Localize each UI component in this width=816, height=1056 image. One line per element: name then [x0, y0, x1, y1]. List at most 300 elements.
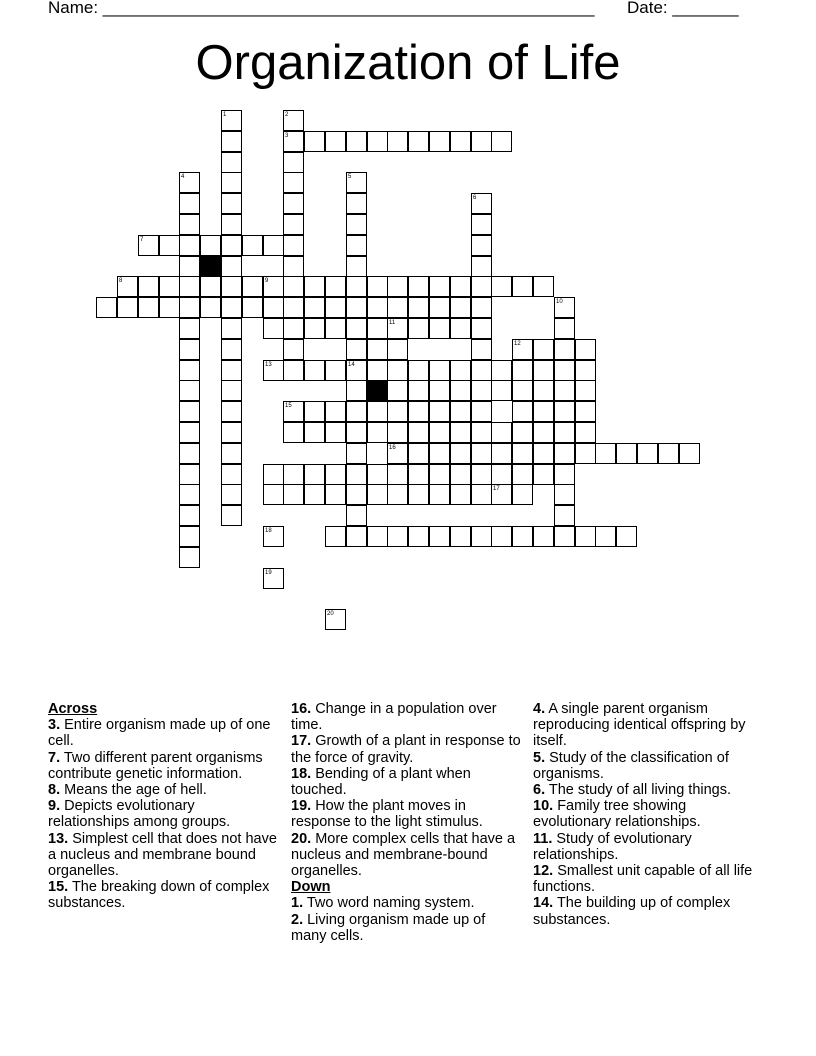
crossword-cell[interactable] [554, 422, 575, 443]
crossword-cell[interactable] [429, 318, 450, 339]
crossword-cell[interactable] [304, 401, 325, 422]
crossword-cell[interactable] [325, 360, 346, 381]
crossword-cell[interactable] [429, 360, 450, 381]
crossword-cell[interactable] [179, 401, 200, 422]
crossword-cell[interactable] [221, 464, 242, 485]
crossword-cell[interactable] [367, 131, 388, 152]
crossword-cell[interactable] [533, 360, 554, 381]
crossword-cell[interactable] [450, 484, 471, 505]
crossword-cell[interactable] [450, 526, 471, 547]
crossword-cell[interactable] [179, 193, 200, 214]
crossword-cell[interactable] [346, 360, 367, 381]
crossword-cell[interactable] [658, 443, 679, 464]
crossword-cell[interactable] [554, 443, 575, 464]
clue-number: 17 [493, 486, 500, 492]
crossword-cell[interactable] [346, 526, 367, 547]
crossword-cell[interactable] [221, 276, 242, 297]
crossword-cell[interactable] [179, 380, 200, 401]
crossword-cell[interactable] [325, 609, 346, 630]
crossword-cell[interactable] [429, 276, 450, 297]
crossword-cell[interactable] [325, 464, 346, 485]
crossword-cell[interactable] [304, 484, 325, 505]
clue-text: Two different parent organisms contribute genetic information. [48, 749, 263, 782]
crossword-cell[interactable] [471, 193, 492, 214]
crossword-cell[interactable] [387, 401, 408, 422]
crossword-cell[interactable] [179, 526, 200, 547]
crossword-cell[interactable] [304, 360, 325, 381]
crossword-cell[interactable] [346, 276, 367, 297]
crossword-cell[interactable] [263, 568, 284, 589]
crossword-cell[interactable] [117, 297, 138, 318]
crossword-cell[interactable] [491, 484, 512, 505]
crossword-cell[interactable] [471, 276, 492, 297]
crossword-cell[interactable] [221, 318, 242, 339]
crossword-cell[interactable] [533, 422, 554, 443]
crossword-cell[interactable] [346, 380, 367, 401]
crossword-cell[interactable] [533, 339, 554, 360]
crossword-cell[interactable] [325, 318, 346, 339]
crossword-cell[interactable] [283, 256, 304, 277]
crossword-cell[interactable] [221, 339, 242, 360]
crossword-cell[interactable] [221, 131, 242, 152]
clue-number-label: 4. [533, 701, 546, 717]
crossword-cell[interactable] [179, 235, 200, 256]
crossword-cell[interactable] [263, 276, 284, 297]
clue-number-label: 14. [533, 895, 554, 912]
crossword-cell[interactable] [408, 276, 429, 297]
clue-number: 4 [181, 174, 185, 180]
crossword-cell[interactable] [304, 297, 325, 318]
date-field-label: Date: _______ [627, 0, 739, 17]
crossword-cell[interactable] [221, 505, 242, 526]
crossword-cell[interactable] [471, 360, 492, 381]
clue-number: 8 [119, 278, 123, 284]
crossword-cell[interactable] [554, 297, 575, 318]
crossword-cell[interactable] [575, 401, 596, 422]
crossword-cell[interactable] [283, 110, 304, 131]
crossword-cell[interactable] [346, 214, 367, 235]
crossword-cell[interactable] [221, 484, 242, 505]
crossword-cell[interactable] [179, 464, 200, 485]
crossword-cell[interactable] [387, 422, 408, 443]
crossword-cell[interactable] [450, 422, 471, 443]
crossword-cell[interactable] [450, 401, 471, 422]
across-clue [291, 766, 523, 798]
crossword-cell[interactable] [263, 318, 284, 339]
crossword-cell[interactable] [471, 401, 492, 422]
crossword-cell[interactable] [200, 235, 221, 256]
across-clue [48, 798, 278, 830]
crossword-cell[interactable] [429, 297, 450, 318]
crossword-cell[interactable] [221, 422, 242, 443]
crossword-cell[interactable] [179, 505, 200, 526]
crossword-cell[interactable] [242, 276, 263, 297]
crossword-cell[interactable] [450, 276, 471, 297]
crossword-cell[interactable] [367, 297, 388, 318]
crossword-cell[interactable] [512, 276, 533, 297]
crossword-cell[interactable] [221, 297, 242, 318]
crossword-cell[interactable] [575, 380, 596, 401]
crossword-cell[interactable] [325, 276, 346, 297]
crossword-cell[interactable] [179, 422, 200, 443]
crossword-cell[interactable] [283, 484, 304, 505]
clue-number-label: 12. [533, 863, 554, 880]
crossword-cell[interactable] [408, 464, 429, 485]
crossword-cell[interactable] [471, 422, 492, 443]
crossword-cell[interactable] [429, 484, 450, 505]
crossword-cell[interactable] [117, 276, 138, 297]
crossword-cell[interactable] [554, 318, 575, 339]
clues-column-2 [291, 701, 523, 944]
crossword-cell[interactable] [221, 110, 242, 131]
crossword-cell[interactable] [554, 401, 575, 422]
crossword-cell[interactable] [200, 297, 221, 318]
clue-text: Family tree showing evolutionary relationships. [533, 798, 701, 831]
crossword-cell[interactable] [283, 172, 304, 193]
crossword-cell[interactable] [491, 380, 512, 401]
crossword-cell[interactable] [554, 360, 575, 381]
crossword-cell[interactable] [387, 484, 408, 505]
crossword-cell[interactable] [471, 235, 492, 256]
crossword-cell[interactable] [679, 443, 700, 464]
crossword-cell[interactable] [138, 235, 159, 256]
crossword-cell[interactable] [367, 484, 388, 505]
crossword-cell[interactable] [512, 422, 533, 443]
crossword-cell[interactable] [179, 172, 200, 193]
crossword-cell[interactable] [387, 276, 408, 297]
crossword-cell[interactable] [450, 464, 471, 485]
crossword-cell[interactable] [138, 276, 159, 297]
clue-text: A single parent organism reproducing identical offspring by itself. [533, 701, 746, 750]
crossword-cell[interactable] [263, 526, 284, 547]
clue-number: 19 [265, 570, 272, 576]
clue-text: Simplest cell that does not have a nucleus and membrane bound organelles. [48, 830, 277, 880]
crossword-cell[interactable] [512, 339, 533, 360]
crossword-cell[interactable] [367, 464, 388, 485]
crossword-cell[interactable] [283, 214, 304, 235]
crossword-cell[interactable] [616, 443, 637, 464]
crossword-cell[interactable] [283, 339, 304, 360]
crossword-cell[interactable] [512, 380, 533, 401]
crossword-cell[interactable] [346, 193, 367, 214]
crossword-cell[interactable] [554, 339, 575, 360]
crossword-cell[interactable] [346, 172, 367, 193]
crossword-cell[interactable] [408, 380, 429, 401]
crossword-cell[interactable] [512, 443, 533, 464]
crossword-cell[interactable] [304, 276, 325, 297]
clue-number-label: 13. [48, 830, 69, 847]
crossword-cell[interactable] [429, 401, 450, 422]
crossword-cell[interactable] [387, 339, 408, 360]
crossword-cell[interactable] [554, 380, 575, 401]
crossword-cell[interactable] [616, 526, 637, 547]
crossword-cell[interactable] [242, 297, 263, 318]
crossword-cell[interactable] [200, 276, 221, 297]
clue-text: Study of the classification of organisms. [533, 749, 729, 782]
crossword-cell[interactable] [471, 380, 492, 401]
crossword-cell[interactable] [179, 339, 200, 360]
crossword-cell[interactable] [471, 484, 492, 505]
crossword-cell[interactable] [283, 401, 304, 422]
crossword-cell[interactable] [221, 360, 242, 381]
crossword-cell[interactable] [471, 443, 492, 464]
crossword-cell[interactable] [346, 339, 367, 360]
crossword-cell[interactable] [325, 401, 346, 422]
crossword-cell[interactable] [450, 443, 471, 464]
crossword-cell[interactable] [283, 464, 304, 485]
crossword-cell[interactable] [387, 318, 408, 339]
crossword-cell[interactable] [491, 526, 512, 547]
crossword-cell[interactable] [450, 297, 471, 318]
crossword-cell[interactable] [283, 152, 304, 173]
crossword-cell[interactable] [325, 526, 346, 547]
clue-text: The building up of complex substances. [533, 895, 731, 928]
crossword-cell[interactable] [387, 380, 408, 401]
crossword-cell[interactable] [221, 235, 242, 256]
crossword-cell[interactable] [159, 276, 180, 297]
crossword-cell[interactable] [304, 131, 325, 152]
crossword-cell[interactable] [595, 526, 616, 547]
crossword-cell[interactable] [408, 422, 429, 443]
crossword-cell[interactable] [471, 464, 492, 485]
crossword-cell[interactable] [304, 422, 325, 443]
crossword-cell[interactable] [512, 484, 533, 505]
crossword-cell[interactable] [491, 464, 512, 485]
crossword-cell[interactable] [575, 422, 596, 443]
crossword-cell[interactable] [367, 401, 388, 422]
crossword-cell[interactable] [387, 464, 408, 485]
crossword-cell[interactable] [429, 131, 450, 152]
clue-number-label: 10. [533, 798, 554, 815]
crossword-cell[interactable] [283, 235, 304, 256]
crossword-cell[interactable] [533, 401, 554, 422]
crossword-cell[interactable] [533, 380, 554, 401]
crossword-cell[interactable] [221, 152, 242, 173]
crossword-cell[interactable] [554, 464, 575, 485]
crossword-cell[interactable] [325, 297, 346, 318]
crossword-cell[interactable] [179, 276, 200, 297]
crossword-cell[interactable] [263, 235, 284, 256]
crossword-cell[interactable] [304, 318, 325, 339]
clue-number: 16 [389, 445, 396, 451]
crossword-cell[interactable] [325, 131, 346, 152]
crossword-cell[interactable] [408, 297, 429, 318]
crossword-cell[interactable] [221, 214, 242, 235]
crossword-cell[interactable] [408, 131, 429, 152]
crossword-cell[interactable] [554, 505, 575, 526]
crossword-cell[interactable] [283, 131, 304, 152]
crossword-cell[interactable] [512, 526, 533, 547]
crossword-cell[interactable] [367, 339, 388, 360]
crossword-cell[interactable] [346, 464, 367, 485]
crossword-cell[interactable] [491, 131, 512, 152]
crossword-cell[interactable] [304, 464, 325, 485]
clue-text: Study of evolutionary relationships. [533, 830, 692, 863]
crossword-cell[interactable] [283, 276, 304, 297]
crossword-cell[interactable] [283, 360, 304, 381]
crossword-cell[interactable] [263, 484, 284, 505]
across-clue [48, 717, 278, 749]
clue-number: 18 [265, 528, 272, 534]
clue-text: Smallest unit capable of all life functions. [533, 863, 753, 896]
crossword-cell[interactable] [96, 297, 117, 318]
crossword-cell[interactable] [346, 131, 367, 152]
down-clue [533, 701, 763, 750]
crossword-cell[interactable] [595, 443, 616, 464]
clue-number: 20 [327, 611, 334, 617]
crossword-cell[interactable] [138, 297, 159, 318]
crossword-cell[interactable] [491, 443, 512, 464]
crossword-cell[interactable] [283, 318, 304, 339]
crossword-cell[interactable] [429, 380, 450, 401]
crossword-cell[interactable] [159, 297, 180, 318]
crossword-cell[interactable] [325, 422, 346, 443]
crossword-cell[interactable] [512, 401, 533, 422]
clue-text: Entire organism made up of one cell. [48, 717, 271, 750]
down-clues-list-2 [533, 701, 763, 928]
crossword-cell[interactable] [346, 235, 367, 256]
crossword-cell[interactable] [283, 297, 304, 318]
crossword-cell[interactable] [179, 214, 200, 235]
crossword-cell[interactable] [408, 360, 429, 381]
crossword-cell[interactable] [575, 443, 596, 464]
crossword-cell[interactable] [575, 339, 596, 360]
crossword-cell[interactable] [471, 297, 492, 318]
crossword-cell[interactable] [221, 401, 242, 422]
clue-number-label: 16. [291, 701, 312, 717]
crossword-cell[interactable] [179, 484, 200, 505]
crossword-cell[interactable] [450, 131, 471, 152]
crossword-cell[interactable] [346, 401, 367, 422]
clue-number-label: 6. [533, 782, 546, 799]
crossword-cell[interactable] [471, 214, 492, 235]
crossword-cell[interactable] [263, 464, 284, 485]
crossword-cell[interactable] [346, 443, 367, 464]
clue-number-label: 1. [291, 895, 304, 912]
crossword-cell[interactable] [471, 526, 492, 547]
crossword-cell[interactable] [429, 422, 450, 443]
across-clue [48, 750, 278, 782]
crossword-cell[interactable] [367, 422, 388, 443]
crossword-cell[interactable] [533, 276, 554, 297]
crossword-cell[interactable] [512, 464, 533, 485]
crossword-cell[interactable] [179, 318, 200, 339]
crossword-cell[interactable] [221, 193, 242, 214]
clue-text: The study of all living things. [545, 782, 732, 799]
crossword-cell[interactable] [387, 443, 408, 464]
crossword-cell[interactable] [367, 276, 388, 297]
clues-column-3 [533, 701, 763, 928]
crossword-cell[interactable] [387, 360, 408, 381]
crossword-cell[interactable] [408, 318, 429, 339]
crossword-cell[interactable] [346, 505, 367, 526]
crossword-cell[interactable] [367, 360, 388, 381]
crossword-cell[interactable] [179, 547, 200, 568]
crossword-cell[interactable] [512, 360, 533, 381]
crossword-cell[interactable] [471, 131, 492, 152]
crossword-cell[interactable] [429, 443, 450, 464]
crossword-cell[interactable] [408, 443, 429, 464]
crossword-cell[interactable] [263, 297, 284, 318]
crossword-cell[interactable] [450, 380, 471, 401]
crossword-cell[interactable] [387, 131, 408, 152]
clue-text: Two word naming system. [303, 895, 475, 912]
clue-number-label: 19. [291, 798, 312, 815]
crossword-cell[interactable] [367, 318, 388, 339]
crossword-cell[interactable] [450, 360, 471, 381]
crossword-cell[interactable] [575, 526, 596, 547]
clue-text: Living organism made up of many cells. [291, 911, 486, 944]
crossword-cell[interactable] [263, 360, 284, 381]
crossword-cell[interactable] [471, 339, 492, 360]
crossword-cell[interactable] [283, 193, 304, 214]
crossword-cell[interactable] [221, 380, 242, 401]
blocked-cell [367, 380, 388, 401]
down-clue [533, 798, 763, 830]
crossword-cell[interactable] [491, 276, 512, 297]
crossword-cell[interactable] [408, 484, 429, 505]
crossword-cell[interactable] [471, 318, 492, 339]
crossword-cell[interactable] [387, 297, 408, 318]
crossword-cell[interactable] [408, 526, 429, 547]
crossword-cell[interactable] [450, 318, 471, 339]
crossword-cell[interactable] [179, 443, 200, 464]
crossword-cell[interactable] [533, 464, 554, 485]
crossword-cell[interactable] [408, 401, 429, 422]
crossword-cell[interactable] [159, 235, 180, 256]
crossword-cell[interactable] [554, 484, 575, 505]
crossword-cell[interactable] [221, 172, 242, 193]
crossword-cell[interactable] [367, 526, 388, 547]
crossword-cell[interactable] [346, 256, 367, 277]
down-heading: Down [291, 879, 331, 896]
clue-number: 6 [473, 195, 477, 201]
across-clues-list-2 [291, 701, 523, 879]
crossword-cell[interactable] [637, 443, 658, 464]
crossword-cell[interactable] [346, 422, 367, 443]
crossword-cell[interactable] [575, 360, 596, 381]
clue-text: Growth of a plant in response to the force of gravity. [291, 733, 521, 766]
crossword-cell[interactable] [471, 256, 492, 277]
crossword-cell[interactable] [387, 526, 408, 547]
crossword-cell[interactable] [491, 422, 512, 443]
crossword-cell[interactable] [283, 422, 304, 443]
crossword-cell[interactable] [179, 256, 200, 277]
crossword-cell[interactable] [346, 297, 367, 318]
clue-number-label: 9. [48, 798, 61, 815]
across-clue [291, 798, 523, 830]
crossword-cell[interactable] [346, 318, 367, 339]
crossword-cell[interactable] [491, 360, 512, 381]
clue-number-label: 8. [48, 782, 61, 799]
crossword-cell[interactable] [533, 443, 554, 464]
clue-number: 9 [265, 278, 269, 284]
crossword-cell[interactable] [429, 526, 450, 547]
crossword-cell[interactable] [242, 235, 263, 256]
crossword-cell[interactable] [346, 484, 367, 505]
crossword-cell[interactable] [554, 526, 575, 547]
crossword-cell[interactable] [221, 256, 242, 277]
crossword-cell[interactable] [429, 464, 450, 485]
across-clue [48, 879, 278, 911]
crossword-cell[interactable] [533, 526, 554, 547]
crossword-cell[interactable] [179, 360, 200, 381]
crossword-cell[interactable] [179, 297, 200, 318]
crossword-cell[interactable] [325, 484, 346, 505]
down-clue [533, 863, 763, 895]
crossword-cell[interactable] [221, 443, 242, 464]
clue-text: More complex cells that have a nucleus and membrane-bound organelles. [291, 830, 516, 880]
